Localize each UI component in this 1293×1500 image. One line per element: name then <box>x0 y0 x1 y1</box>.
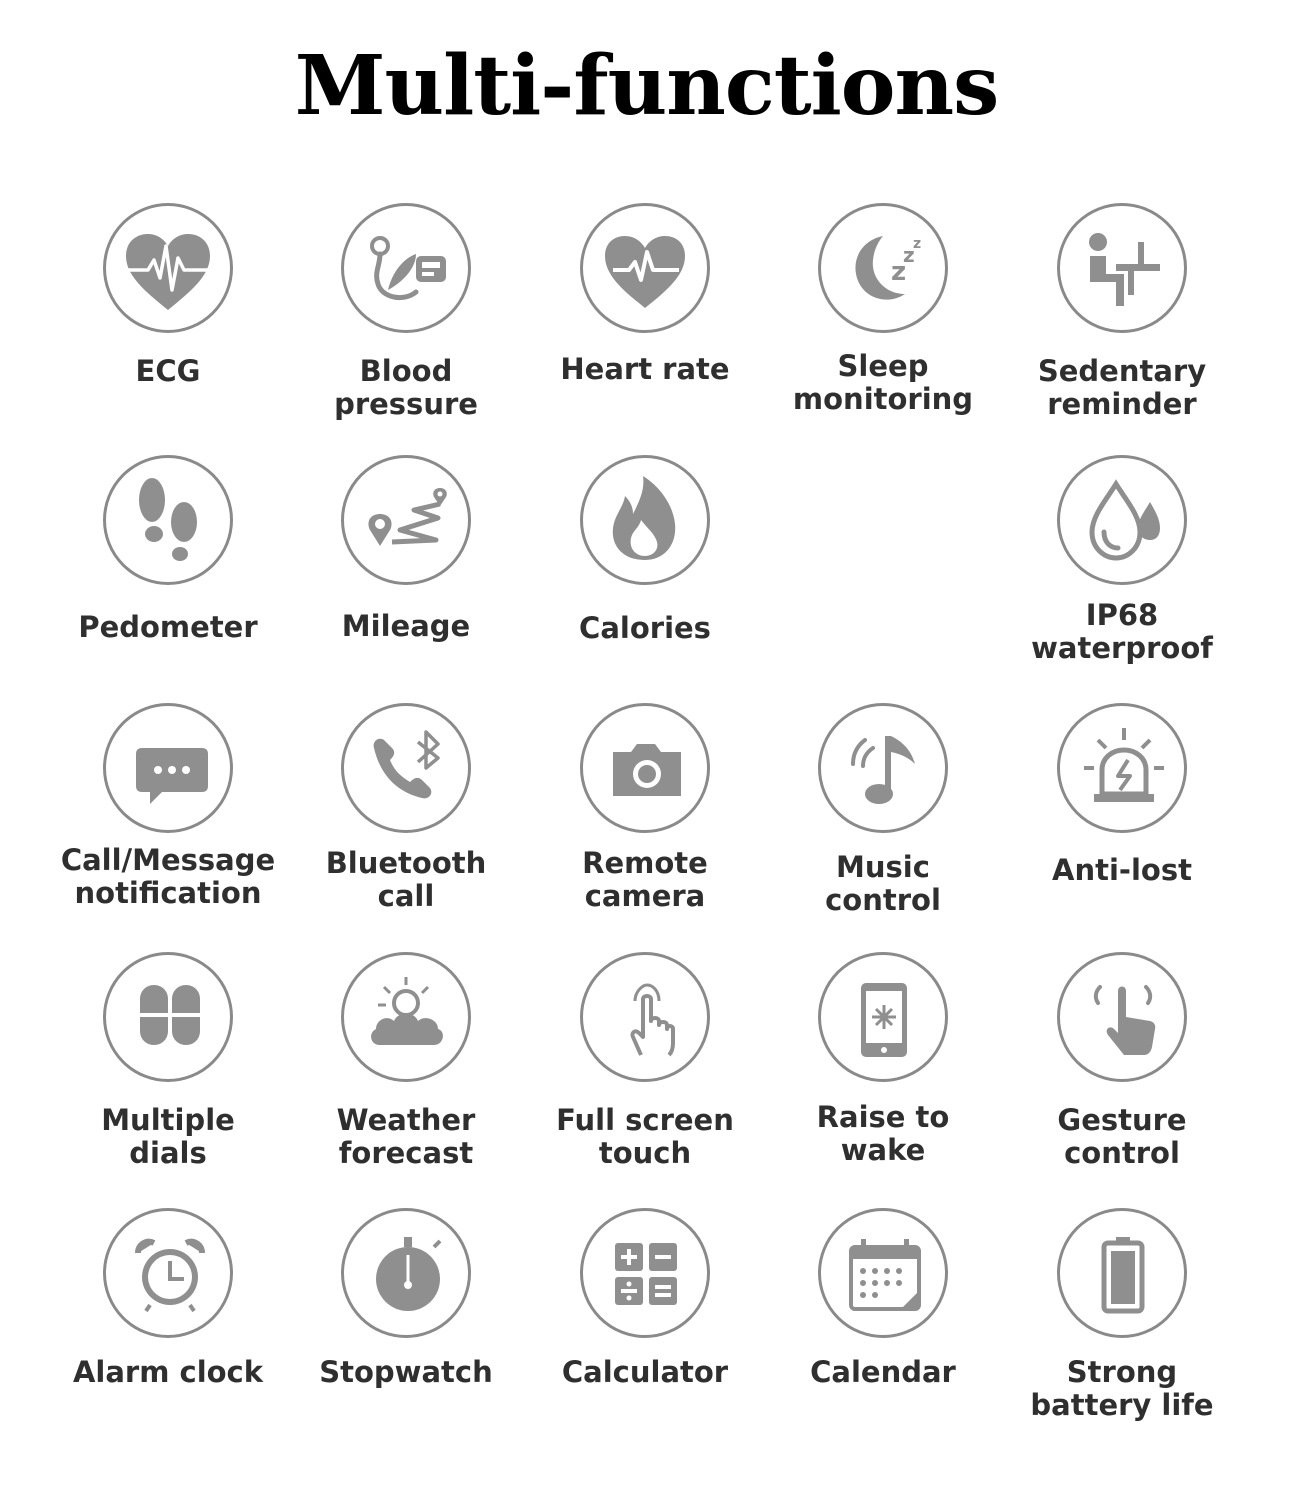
phone-screen-icon <box>818 952 948 1082</box>
feature-label: Remote camera <box>582 846 708 913</box>
feature-label: Mileage <box>341 609 471 643</box>
route-pin-icon <box>341 455 471 585</box>
message-bubble-icon <box>103 703 233 833</box>
feature-label: Raise to wake <box>816 1100 950 1167</box>
alarm-clock-icon <box>103 1208 233 1338</box>
feature-label: IP68 waterproof <box>1031 598 1213 665</box>
battery-icon <box>1057 1208 1187 1338</box>
heart-pulse-icon <box>103 203 233 333</box>
feature-label: Calories <box>579 611 711 645</box>
feature-label: Calculator <box>561 1355 729 1389</box>
calculator-icon <box>580 1208 710 1338</box>
feature-label: Heart rate <box>560 352 730 386</box>
feature-label: Calendar <box>810 1355 956 1389</box>
svg-text:z: z <box>903 243 915 267</box>
feature-label: Gesture control <box>1057 1103 1187 1170</box>
camera-icon <box>580 703 710 833</box>
touch-finger-icon <box>580 952 710 1082</box>
sun-cloud-icon <box>341 952 471 1082</box>
phone-bluetooth-icon <box>341 703 471 833</box>
stopwatch-icon <box>341 1208 471 1338</box>
feature-label: Weather forecast <box>336 1103 476 1170</box>
blood-pressure-icon <box>341 203 471 333</box>
feature-label: Stopwatch <box>319 1355 493 1389</box>
alarm-siren-icon <box>1057 703 1187 833</box>
clover-grid-icon <box>103 952 233 1082</box>
sitting-person-icon <box>1057 203 1187 333</box>
feature-label: Blood pressure <box>334 354 478 421</box>
feature-label: Full screen touch <box>556 1103 734 1170</box>
feature-label: Call/Message notification <box>60 843 276 910</box>
moon-sleep-icon <box>818 203 948 333</box>
feature-label: Sleep monitoring <box>792 349 974 416</box>
feature-label: Strong battery life <box>1030 1355 1214 1422</box>
feature-label: Multiple dials <box>101 1103 235 1170</box>
page-title: Multi-functions <box>294 38 999 134</box>
feature-label: Bluetooth call <box>325 846 487 913</box>
calendar-icon <box>818 1208 948 1338</box>
feature-label: Anti-lost <box>1052 853 1192 887</box>
feature-label: ECG <box>135 354 201 388</box>
water-drop-icon <box>1057 455 1187 585</box>
footprints-icon <box>103 455 233 585</box>
flame-icon <box>580 455 710 585</box>
feature-label: Pedometer <box>78 610 258 644</box>
feature-label: Sedentary reminder <box>1037 354 1207 421</box>
heart-rate-icon <box>580 203 710 333</box>
feature-label: Music control <box>825 850 941 917</box>
music-note-icon <box>818 703 948 833</box>
svg-text:z: z <box>891 257 907 287</box>
feature-label: Alarm clock <box>72 1355 264 1389</box>
svg-text:z: z <box>913 236 922 252</box>
gesture-hand-icon <box>1057 952 1187 1082</box>
